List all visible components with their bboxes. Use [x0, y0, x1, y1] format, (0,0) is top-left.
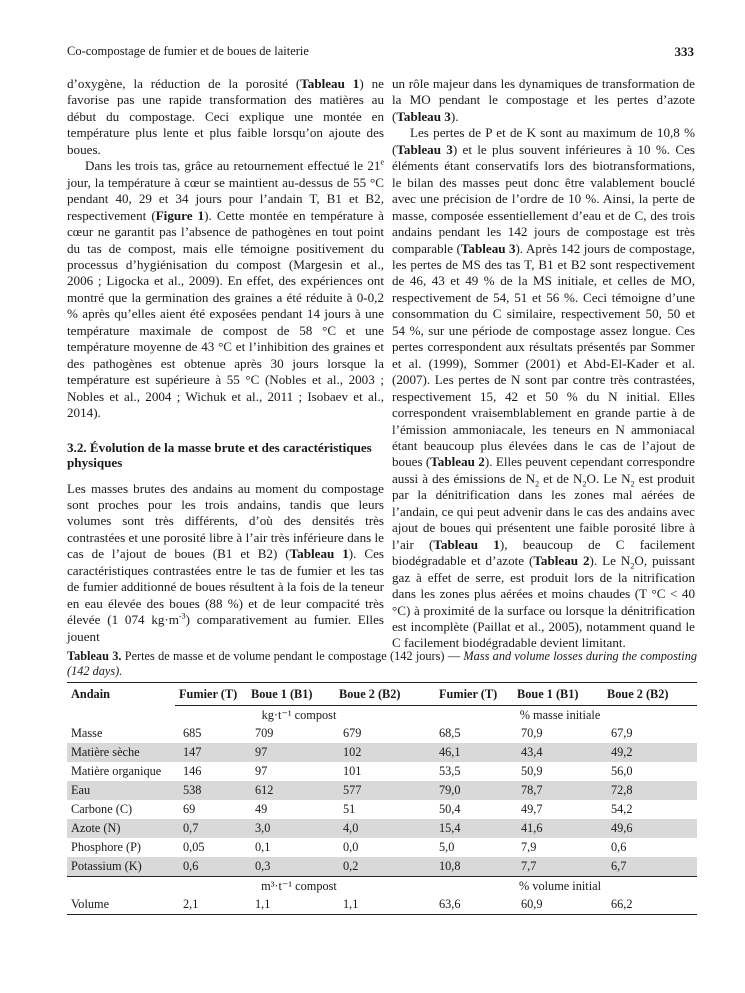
table-cell: 0,6 — [611, 840, 627, 854]
table-cell: 3,0 — [247, 819, 335, 838]
unit-label: m³·t⁻¹ compost — [175, 877, 423, 896]
table-row — [67, 800, 697, 819]
sup-script: -3 — [178, 611, 186, 621]
unit-label: % masse initiale — [423, 706, 697, 725]
section-heading: 3.2. Évolution de la masse brute et des caractéristiques physiques — [67, 439, 372, 470]
table-cell: 0,7 — [175, 819, 247, 838]
table-cell: 49,6 — [603, 819, 697, 838]
caption-label: Tableau 3. — [67, 649, 122, 663]
text-run: ). Après 142 jours de compostage, les pertes de MS des tas T, B1 et B2 sont respectivement de 46, 43 et 49 % de la MS initiale, et celles de MO, respectivement de 54, 51 et 56 %. Ceci témoigne d’une consommation du C similaire, respectivement 50, 50 et 54 %, sur une période de compostage assez longue. Ces pertes correspondent aux résultats présentés par Sommer et al. (1999), Sommer (2001) et Abd-El-Kader et al. (2007). Les pertes de N sont par contre très contrastées, respectivement 15, 42 et 50 % du N initial. Elles correspondent vraisemblablement en grande partie à de l’émission ammoniacale, les teneurs en N ammoniacal étant beaucoup plus élevées dans le cas de l’ajout de boues ( — [392, 240, 695, 470]
table-cell: 49 — [255, 802, 268, 816]
table-cell: 50,4 — [439, 802, 461, 816]
table-cell: 146 — [183, 764, 202, 778]
text-run: ). Cette montée en température à cœur ne garantit pas l’absence de pathogènes en tout point du tas de compost, mais elle témoigne positivement du processus d’hygiénisation du compost (Margesin et al., 2006 ; Ligocka et al., 2009). En effet, des expériences ont montré que la germination des graines a été réduite à 0-0,2 % après qu’elles aient été exposées pendant 14 jours à une température maximale de compost de 58 °C et une température moyenne de 43 °C et l’inhibition des graines et des pathogènes est obtenue après 30 jours lorsque la température est supérieure à 55 °C (Nobles et al., 2003 ; Nobles et al., 2004 ; Wichuk et al., 2011 ; Isobaev et al., 2014). — [67, 207, 384, 421]
col-header: Boue 1 (B1) — [513, 683, 603, 706]
table-cell: 0,3 — [247, 857, 335, 877]
row-label: Azote (N) — [67, 819, 175, 838]
table-cell: 70,9 — [521, 726, 543, 740]
col-header: Boue 1 (B1) — [247, 683, 335, 706]
paragraph — [392, 76, 695, 125]
row-label: Phosphore (P) — [71, 840, 142, 854]
cross-reference: Tableau 3 — [396, 141, 453, 157]
row-label: Matière organique — [71, 764, 162, 778]
table-cell: 60,9 — [513, 895, 603, 915]
unit-row — [67, 877, 697, 896]
paragraph — [67, 76, 384, 158]
table-cell: 101 — [343, 764, 362, 778]
cross-reference: Tableau 2 — [430, 454, 485, 470]
table-3 — [67, 649, 697, 915]
table-cell: 15,4 — [423, 819, 513, 838]
table-cell: 49,2 — [603, 743, 697, 762]
table-row — [67, 819, 697, 838]
table-cell: 67,9 — [611, 726, 633, 740]
running-title: Co-compostage de fumier et de boues de laiterie — [67, 44, 309, 58]
table-header-row — [67, 683, 697, 706]
table-cell: 0,05 — [183, 840, 205, 854]
text-run: d’oxygène, la réduction de la porosité ( — [67, 76, 301, 91]
sub-script: 2 — [582, 479, 587, 489]
table-cell: 56,0 — [611, 764, 633, 778]
sub-script: 2 — [630, 479, 635, 489]
table-cell: 72,8 — [603, 781, 697, 800]
row-label: Masse — [71, 726, 103, 740]
table-cell: 46,1 — [423, 743, 513, 762]
col-header: Andain — [67, 683, 175, 706]
sub-script: 2 — [535, 479, 540, 489]
text-run: ). Le N — [589, 553, 631, 569]
table-cell: 7,9 — [521, 840, 537, 854]
table-cell: 2,1 — [175, 895, 247, 915]
row-label: Eau — [67, 781, 175, 800]
row-label: Volume — [67, 895, 175, 915]
table-cell: 679 — [343, 726, 362, 740]
table-cell: 41,6 — [513, 819, 603, 838]
table-cell: 97 — [247, 743, 335, 762]
text-run: Dans les trois tas, grâce au retournement effectué le 21 — [85, 158, 381, 174]
table-cell: 66,2 — [603, 895, 697, 915]
paragraph — [67, 158, 384, 421]
table-row — [67, 781, 697, 800]
col-header: Boue 2 (B2) — [335, 683, 423, 706]
table-cell: 4,0 — [335, 819, 423, 838]
table-cell: 0,6 — [175, 857, 247, 877]
empty-cell — [67, 877, 175, 896]
cross-reference: Figure 1 — [155, 207, 205, 223]
table-cell: 5,0 — [439, 840, 455, 854]
table-cell: 6,7 — [603, 857, 697, 877]
table-cell: 1,1 — [247, 895, 335, 915]
text-run: un rôle majeur dans les dynamiques de transformation de la MO pendant le compostage et les pertes d’azote ( — [392, 76, 695, 124]
cross-reference: Tableau 1 — [289, 546, 349, 562]
text-run: O, puissant gaz à effet de serre, est produit lors de la nitrification dans les zones plus aérées et moins chaudes (T °C < 40 °C) à proximité de la surface ou lorsque la dénitrification est incomplète (Paillat et al., 2005), notamment quand le C facilement biodégradable devient limitant. — [392, 553, 695, 651]
table-cell: 50,9 — [521, 764, 543, 778]
table-row — [67, 762, 697, 781]
table-cell: 68,5 — [439, 726, 461, 740]
table-cell: 709 — [255, 726, 274, 740]
text-run: ) comparativement au fumier. Elles jouent — [67, 612, 384, 644]
text-run: ). — [450, 108, 459, 124]
caption-french: Pertes de masse et de volume pendant le compostage (142 jours) — — [121, 649, 464, 663]
table-cell: 1,1 — [335, 895, 423, 915]
table-row — [67, 743, 697, 762]
right-column — [392, 76, 695, 652]
cross-reference: Tableau 1 — [300, 76, 360, 91]
paragraph — [392, 125, 695, 652]
table-cell: 102 — [335, 743, 423, 762]
table-cell: 51 — [343, 802, 356, 816]
table-cell: 78,7 — [513, 781, 603, 800]
page-number: 333 — [674, 44, 694, 59]
paragraph — [67, 481, 384, 646]
row-label: Matière sèche — [67, 743, 175, 762]
cross-reference: Tableau 3 — [460, 240, 516, 256]
table-row — [67, 895, 697, 915]
text-run: ). Ces caractéristiques contrastées entre le tas de fumier et les tas de fumier additionné de boues résultent à la fois de la teneur en eau élevée des boues (88 %) et de leur compacité très élevée (1 074 kg·m — [67, 546, 384, 628]
table-cell: 0,1 — [255, 840, 271, 854]
table-cell: 53,5 — [439, 764, 461, 778]
data-table — [67, 682, 697, 915]
left-column — [67, 76, 384, 645]
row-label: Potassium (K) — [67, 857, 175, 877]
table-cell: 577 — [335, 781, 423, 800]
unit-label: kg·t⁻¹ compost — [175, 706, 423, 725]
col-header: Fumier (T) — [175, 683, 247, 706]
unit-label: % volume initial — [423, 877, 697, 896]
table-cell: 0,0 — [343, 840, 359, 854]
table-cell: 97 — [255, 764, 268, 778]
table-cell: 69 — [183, 802, 196, 816]
table-row — [67, 857, 697, 877]
text-run: jour, la température à cœur se maintient au-dessus de 55 °C pendant 40, 29 et 34 jours pour l’andain T, B1 et B2, respectivement ( — [67, 174, 384, 223]
sub-script: 2 — [630, 561, 635, 571]
text-run: est produit par la dénitrification dans les zones mal aérées de l’andain, ce qui peut advenir dans le cas des andains avec ajout de boues qui présentent une faible porosité libre à l’air ( — [392, 470, 696, 552]
col-header: Boue 2 (B2) — [603, 683, 697, 706]
unit-row — [67, 706, 697, 725]
table-cell: 7,7 — [513, 857, 603, 877]
table-cell: 43,4 — [513, 743, 603, 762]
text-run: Les pertes de P et de K sont au maximum de 10,8 % ( — [392, 125, 695, 157]
text-run: Les masses brutes des andains au moment du compostage sont proches pour les trois andains, tandis que leurs volumes sont très différents, d’où des densités très contrastées et une porosité libre à l’air très inférieure dans le cas de l’ajout de boues (B1 et B2) ( — [67, 480, 384, 562]
table-cell: 49,7 — [521, 802, 543, 816]
cross-reference: Tableau 2 — [533, 553, 590, 569]
table-caption — [67, 649, 697, 679]
table-row — [67, 724, 697, 743]
text-run: ). Elles peuvent cependant correspondre aussi à des émissions de N — [392, 454, 695, 486]
table-cell: 538 — [175, 781, 247, 800]
table-cell: 79,0 — [423, 781, 513, 800]
table-cell: 10,8 — [423, 857, 513, 877]
text-run: ), beaucoup de C facilement biodégradable et d’azote ( — [392, 536, 695, 569]
table-cell: 685 — [183, 726, 202, 740]
text-run: ) ne favorise pas une rapide transformation des matières au début du compostage. Ceci explique une montée en température plus lente et plus faible lorsqu’on ajoute des boues. — [67, 76, 384, 157]
cross-reference: Tableau 3 — [396, 108, 451, 124]
text-run: et de N — [539, 470, 583, 486]
table-row — [67, 838, 697, 857]
col-header: Fumier (T) — [423, 683, 513, 706]
sup-script: e — [380, 157, 384, 167]
table-cell: 63,6 — [423, 895, 513, 915]
cross-reference: Tableau 1 — [433, 536, 500, 552]
table-cell: 147 — [175, 743, 247, 762]
caption-english: Mass and volume losses during the composting (142 days). — [67, 649, 697, 678]
table-cell: 0,2 — [335, 857, 423, 877]
row-label: Carbone (C) — [71, 802, 133, 816]
table-cell: 54,2 — [611, 802, 633, 816]
text-run: O. Le N — [586, 470, 631, 486]
text-run: ) et le plus souvent inférieures à 10 %. Ces éléments étant conservatifs lors des biotransformations, le bilan des masses peut donc être valablement bouclé avec une précision de l’ordre de 10 %. Ainsi, la perte de masse, composée essentiellement d’eau et de C, des trois andains pendant les 142 jours de compostage est très comparable ( — [392, 141, 695, 256]
table-cell: 612 — [247, 781, 335, 800]
